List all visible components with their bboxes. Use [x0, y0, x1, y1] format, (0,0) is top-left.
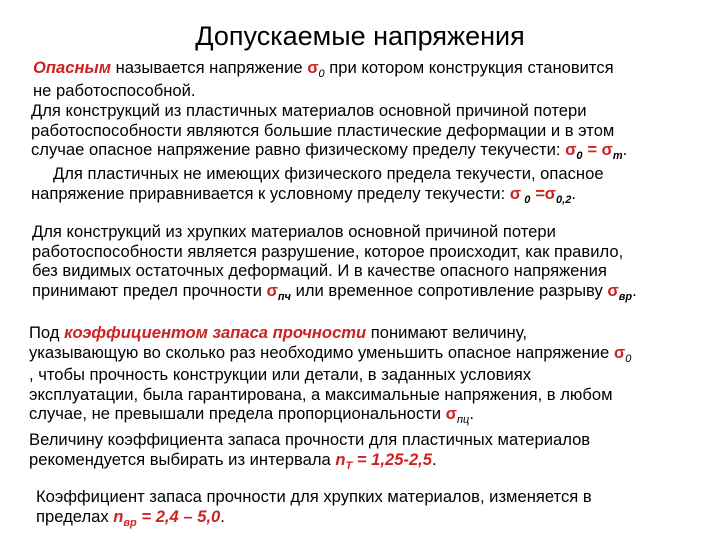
formula-n: n [113, 506, 124, 526]
formula-n: n [335, 449, 346, 469]
sigma-symbol: σ [445, 404, 457, 424]
subscript: пч [277, 290, 291, 303]
sigma-symbol: σ [544, 183, 557, 203]
text-span: случае, не превышали предела пропорциональности [29, 404, 446, 424]
paragraph-line: Величину коэффициента запаса прочности для пластичных материалов [29, 430, 591, 449]
text-span: . [571, 183, 576, 203]
paragraph-line [29, 450, 590, 473]
paragraph-line: Для конструкций из пластичных материалов основной причиной потери [31, 101, 587, 120]
text-span: . [622, 140, 628, 160]
term-safety-factor: коэффициентом запаса прочности [64, 323, 367, 342]
paragraph-line: без видимых остаточных деформаций. И в качестве опасного напряжения [32, 261, 607, 281]
subscript: 0,2 [556, 193, 572, 206]
paragraph-line: Для конструкций из хрупких материалов основной причиной потери [32, 222, 556, 241]
equals-sign: = [582, 140, 602, 160]
paragraph-line [29, 404, 631, 427]
sigma-symbol: σ [607, 280, 619, 300]
paragraph-line [31, 140, 627, 163]
text-span: понимают величину, [366, 323, 527, 342]
text-span: при котором конструкция становится [324, 58, 614, 77]
text-span: случае опасное напряжение равно физическому пределу текучести: [31, 140, 566, 160]
equals-sign: = [530, 183, 545, 203]
text-span: пределах [36, 506, 114, 526]
text-span: . [469, 404, 474, 424]
subscript: 0 [576, 150, 583, 163]
paragraph-line [31, 184, 604, 207]
paragraph-plastic-factor-range [29, 430, 590, 472]
sigma-symbol: σ [266, 280, 278, 300]
text-span: . [632, 280, 637, 300]
paragraph-plastic-materials [31, 101, 627, 163]
paragraph-brittle-materials [32, 222, 637, 303]
subscript: пц [457, 414, 470, 427]
text-span: . [220, 506, 225, 526]
text-span: . [432, 449, 437, 469]
paragraph-conditional-yield [31, 164, 604, 206]
subscript: 0 [625, 352, 632, 365]
text-span: рекомендуется выбирать из интервала [29, 449, 336, 469]
paragraph-line [29, 323, 631, 343]
paragraph-line [29, 343, 631, 366]
paragraph-line [32, 281, 637, 304]
paragraph-line: Коэффициент запаса прочности для хрупких материалов, изменяется в [36, 487, 592, 506]
paragraph-line [36, 507, 592, 530]
subscript: т [612, 150, 623, 163]
sigma-symbol: σ [601, 140, 613, 160]
text-span: Под [29, 323, 65, 342]
paragraph-safety-factor [29, 323, 631, 427]
paragraph-line: , чтобы прочность конструкции или детали, в заданных условиях [29, 365, 532, 385]
text-span: или временное сопротивление разрыву [290, 280, 608, 300]
subscript: T [345, 459, 353, 472]
paragraph-line [33, 58, 614, 81]
subscript: вр [123, 516, 137, 529]
paragraph-line: эксплуатации, была гарантирована, а максимальные напряжения, в любом [29, 384, 613, 404]
paragraph-line: не работоспособной. [33, 80, 196, 100]
subscript: вр [618, 290, 633, 303]
sigma-symbol: σ [613, 342, 626, 362]
sigma-symbol: σ [509, 183, 522, 203]
paragraph-brittle-factor-range [36, 487, 592, 529]
text-span: указывающую во сколько раз необходимо уменьшить опасное напряжение [29, 342, 614, 362]
sigma-symbol: σ [307, 58, 319, 77]
subscript: 0 [318, 68, 325, 80]
text-span: называется напряжение [110, 58, 308, 77]
term-dangerous: Опасным [33, 58, 111, 77]
paragraph-dangerous-stress [33, 58, 614, 100]
page-title: Допускаемые напряжения [195, 21, 525, 51]
text-span: напряжение приравнивается к условному пределу текучести: [31, 183, 510, 203]
paragraph-line: работоспособности является разрушение, которое происходит, как правило, [32, 241, 624, 261]
subscript: 0 [521, 193, 531, 206]
paragraph-line: Для пластичных не имеющих физического предела текучести, опасное [53, 164, 604, 183]
formula-value: = 2,4 – 5,0 [136, 506, 221, 526]
text-span: принимают предел прочности [32, 280, 267, 300]
sigma-symbol: σ [565, 140, 577, 160]
paragraph-line: работоспособности являются большие пластические деформации и в этом [31, 120, 615, 140]
formula-value: = 1,25-2,5 [352, 449, 433, 469]
